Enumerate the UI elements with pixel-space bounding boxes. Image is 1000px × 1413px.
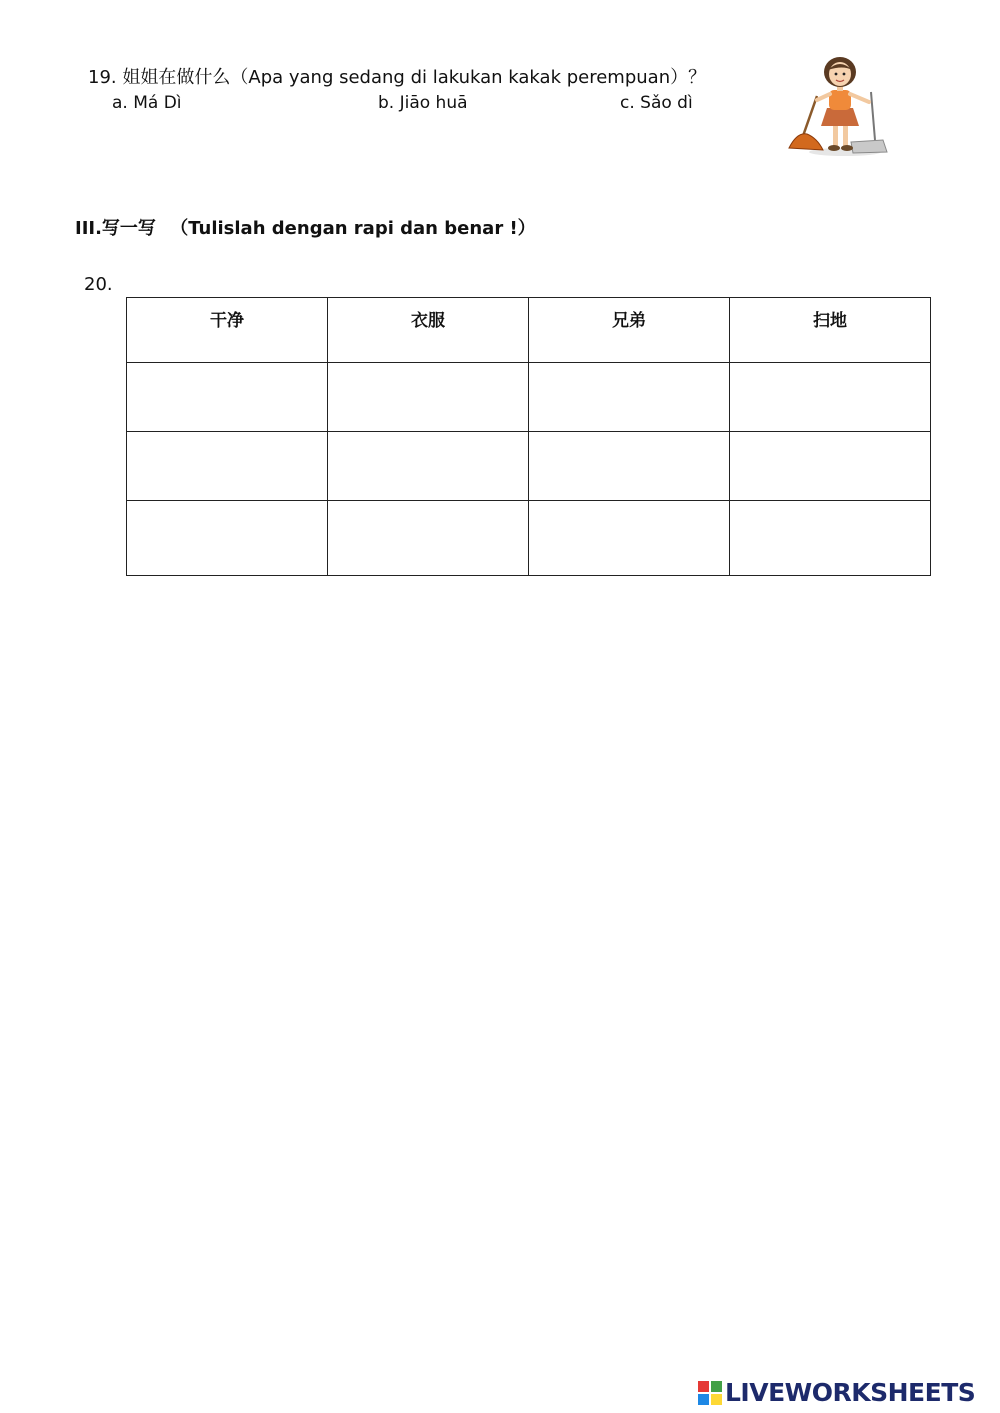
writing-cell[interactable] — [529, 501, 730, 576]
question-number: 19. — [88, 67, 117, 88]
section-instruction: （Tulislah dengan rapi dan benar !） — [170, 218, 536, 239]
liveworksheets-badge-icon — [698, 1381, 722, 1405]
writing-cell[interactable] — [730, 501, 931, 576]
writing-cell[interactable] — [328, 432, 529, 501]
writing-cell[interactable] — [529, 363, 730, 432]
paren-close: ）？ — [670, 67, 707, 88]
writing-cell[interactable] — [730, 363, 931, 432]
grid-header-cell: 干净 — [127, 298, 328, 363]
grid-header-cell: 衣服 — [328, 298, 529, 363]
writing-cell[interactable] — [127, 432, 328, 501]
question-prompt-zh: 姐姐在做什么 — [122, 67, 231, 88]
grid-row — [127, 501, 931, 576]
option-a[interactable]: a. Má Dì — [112, 93, 182, 113]
writing-cell[interactable] — [127, 501, 328, 576]
grid-header-cell: 扫地 — [730, 298, 931, 363]
writing-cell[interactable] — [328, 363, 529, 432]
section-3-heading — [75, 214, 536, 240]
brand-text: LIVEWORKSHEETS — [725, 1378, 976, 1407]
writing-cell[interactable] — [730, 432, 931, 501]
writing-cell[interactable] — [328, 501, 529, 576]
question-prompt-id: Apa yang sedang di lakukan kakak perempuan — [248, 67, 671, 88]
girl-sweeping-icon — [783, 56, 893, 158]
grid-row — [127, 432, 931, 501]
paren-open: （ — [230, 67, 249, 88]
option-b[interactable]: b. Jiāo huā — [378, 93, 468, 113]
section-title: III.写一写 — [75, 218, 156, 239]
writing-cell[interactable] — [529, 432, 730, 501]
grid-row — [127, 363, 931, 432]
writing-cell[interactable] — [127, 363, 328, 432]
grid-header-row — [127, 298, 931, 363]
grid-header-cell: 兄弟 — [529, 298, 730, 363]
question-19 — [88, 63, 706, 89]
question-20-number: 20. — [84, 274, 113, 295]
option-c[interactable]: c. Sǎo dì — [620, 93, 693, 113]
liveworksheets-logo — [698, 1378, 975, 1407]
writing-grid — [126, 297, 931, 576]
